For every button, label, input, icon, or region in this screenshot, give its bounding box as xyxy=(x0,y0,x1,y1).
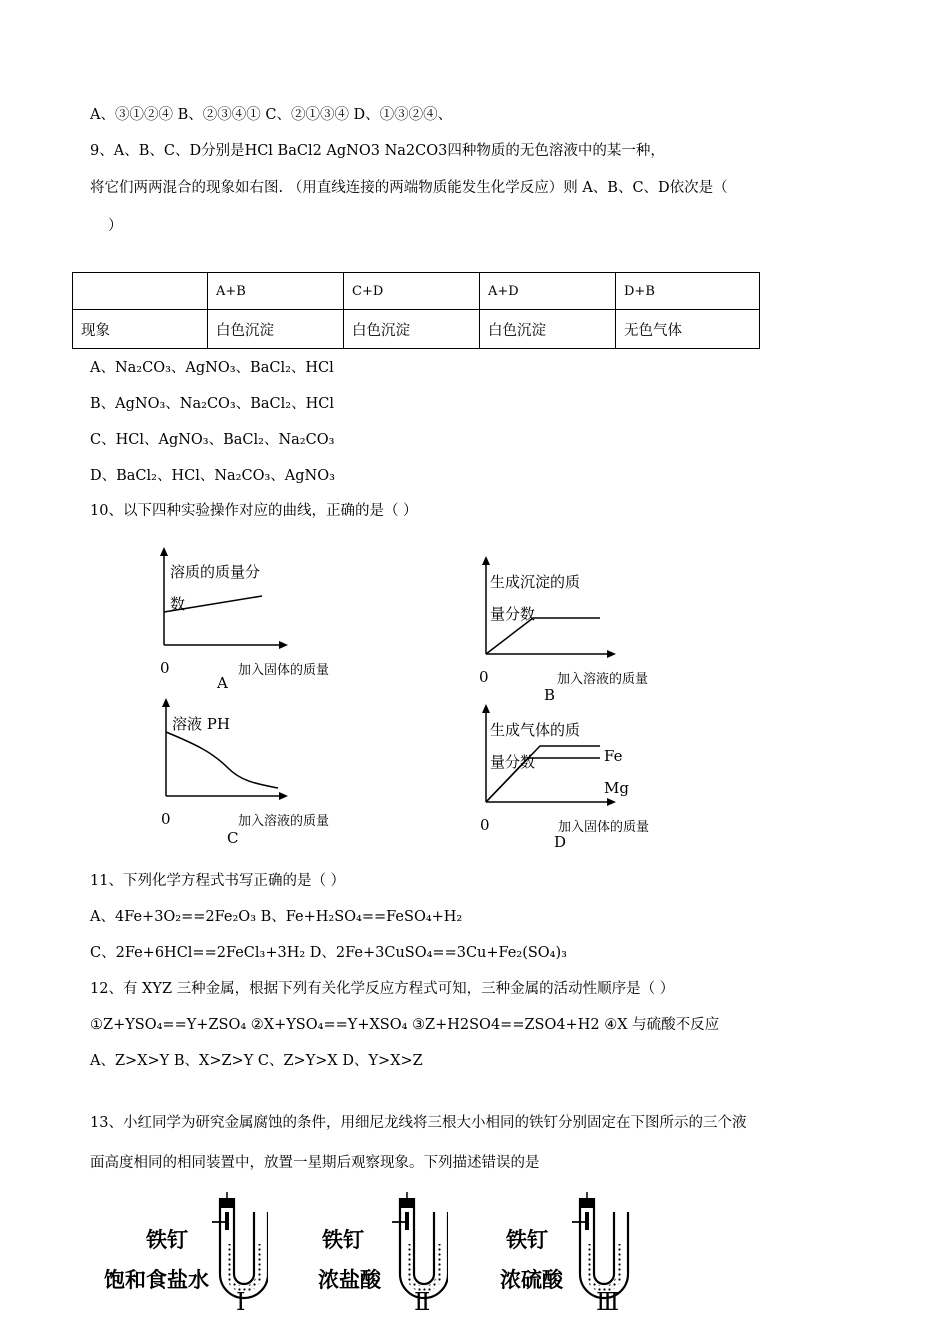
graph-b-xlabel: 加入溶液的质量 xyxy=(557,672,649,687)
device-3-numeral: Ⅲ xyxy=(596,1288,620,1316)
table-cell: 白色沉淀 xyxy=(208,310,344,349)
graph-b-origin: 0 xyxy=(479,668,489,686)
graph-c-ylabel: 溶液 PH xyxy=(172,715,230,733)
stopper xyxy=(400,1198,414,1208)
iron-nail-icon xyxy=(585,1212,589,1230)
q9-option-b: B、AgNO₃、Na₂CO₃、BaCl₂、HCl xyxy=(90,396,334,412)
table-header-cell: A+B xyxy=(208,273,344,310)
x-axis-arrow-icon xyxy=(279,792,288,800)
device-3-nail-label: 铁钉 xyxy=(506,1228,548,1252)
q11-options-cd: C、2Fe+6HCl==2FeCl₃+3H₂ D、2Fe+3CuSO₄==3Cu+Fe₂(SO₄)₃ xyxy=(90,945,567,961)
graph-c-letter: C xyxy=(227,829,239,847)
q9-option-a: A、Na₂CO₃、AgNO₃、BaCl₂、HCl xyxy=(90,360,334,376)
tube-inner xyxy=(594,1198,614,1284)
graph-d-origin: 0 xyxy=(480,816,490,834)
u-tube-device-1 xyxy=(212,1192,268,1302)
graph-b-ylabel1: 生成沉淀的质 xyxy=(490,573,581,591)
graph-c-xlabel: 加入溶液的质量 xyxy=(238,814,330,829)
graph-b-ylabel2: 量分数 xyxy=(490,605,536,623)
q13-stem-line1: 13、小红同学为研究金属腐蚀的条件，用细尼龙线将三根大小相同的铁钉分别固定在下图所示的三个液 xyxy=(90,1115,747,1131)
graph-d-letter: D xyxy=(554,833,567,851)
u-tube-device-2 xyxy=(392,1192,448,1302)
q12-reactions: ①Z+YSO₄==Y+ZSO₄ ②X+YSO₄==Y+XSO₄ ③Z+H2SO4==ZSO4+H2 ④X 与硫酸不反应 xyxy=(90,1017,720,1033)
iron-nail-icon xyxy=(225,1212,229,1230)
graph-a-ylabel1: 溶质的质量分 xyxy=(170,563,261,581)
x-axis-arrow-icon xyxy=(279,641,288,649)
graph-d-ylabel1: 生成气体的质 xyxy=(490,721,581,739)
q10-stem: 10、以下四种实验操作对应的曲线，正确的是（ ） xyxy=(90,503,418,519)
stopper xyxy=(580,1198,594,1208)
device-1-nail-label: 铁钉 xyxy=(146,1228,188,1252)
device-1-liquid-label: 饱和食盐水 xyxy=(104,1268,209,1292)
q12-stem: 12、有 XYZ 三种金属，根据下列有关化学反应方程式可知，三种金属的活动性顺序是（ ） xyxy=(90,981,675,997)
table-cell: 白色沉淀 xyxy=(480,310,616,349)
device-2-numeral: Ⅱ xyxy=(414,1288,431,1316)
table-header-cell xyxy=(73,273,208,310)
graph-d-line1-label: Fe xyxy=(604,747,623,765)
x-axis-arrow-icon xyxy=(607,798,616,806)
q9-stem-line1: 9、A、B、C、D分别是HCl BaCl2 AgNO3 Na2CO3四种物质的无色溶液中的某一种， xyxy=(90,143,665,159)
q11-stem: 11、下列化学方程式书写正确的是（ ） xyxy=(90,873,346,889)
y-axis-arrow-icon xyxy=(482,556,490,565)
q9-option-c: C、HCl、AgNO₃、BaCl₂、Na₂CO₃ xyxy=(90,432,335,448)
graph-c-origin: 0 xyxy=(161,810,171,828)
graph-d-line2-label: Mg xyxy=(604,779,629,797)
graph-d-xlabel: 加入固体的质量 xyxy=(558,820,650,835)
q13-stem-line2: 面高度相同的相同装置中，放置一星期后观察现象。下列描述错误的是 xyxy=(90,1155,540,1171)
u-tube-device-3 xyxy=(572,1192,632,1302)
table-header-cell: A+D xyxy=(480,273,616,310)
tube-inner xyxy=(414,1198,434,1284)
graph-a-xlabel: 加入固体的质量 xyxy=(238,663,330,678)
device-1-numeral: Ⅰ xyxy=(236,1288,246,1316)
table-header-cell: C+D xyxy=(344,273,480,310)
y-axis-arrow-icon xyxy=(160,547,168,556)
device-3-liquid-label: 浓硫酸 xyxy=(500,1268,563,1292)
y-axis-arrow-icon xyxy=(482,704,490,713)
q11-options-ab: A、4Fe+3O₂==2Fe₂O₃ B、Fe+H₂SO₄==FeSO₄+H₂ xyxy=(90,909,463,925)
q8-options: A、③①②④ B、②③④① C、②①③④ D、①③②④、 xyxy=(90,107,453,123)
table-header-cell: D+B xyxy=(616,273,760,310)
graph-d-ylabel2: 量分数 xyxy=(490,753,536,771)
graph-a-origin: 0 xyxy=(160,659,170,677)
q12-options: A、Z>X>Y B、X>Z>Y C、Z>Y>X D、Y>X>Z xyxy=(90,1053,423,1069)
iron-nail-icon xyxy=(405,1212,409,1230)
graph-a-ylabel2: 数 xyxy=(170,595,186,613)
y-axis-arrow-icon xyxy=(162,698,170,707)
device-2-nail-label: 铁钉 xyxy=(322,1228,364,1252)
q9-stem-line3: ） xyxy=(108,218,123,234)
stopper xyxy=(220,1198,234,1208)
graph-a-letter: A xyxy=(217,674,228,692)
device-2-liquid-label: 浓盐酸 xyxy=(318,1268,381,1292)
table-cell: 白色沉淀 xyxy=(344,310,480,349)
x-axis-arrow-icon xyxy=(607,650,616,658)
graph-b-letter: B xyxy=(544,686,556,704)
table-cell: 无色气体 xyxy=(616,310,760,349)
tube-inner xyxy=(234,1198,254,1284)
q9-table xyxy=(72,272,760,349)
q9-stem-line2: 将它们两两混合的现象如右图. （用直线连接的两端物质能发生化学反应）则 A、B、C、D依次是（ xyxy=(90,180,728,196)
table-row-label: 现象 xyxy=(73,310,208,349)
curve-line xyxy=(166,732,278,788)
q9-option-d: D、BaCl₂、HCl、Na₂CO₃、AgNO₃ xyxy=(90,468,335,484)
